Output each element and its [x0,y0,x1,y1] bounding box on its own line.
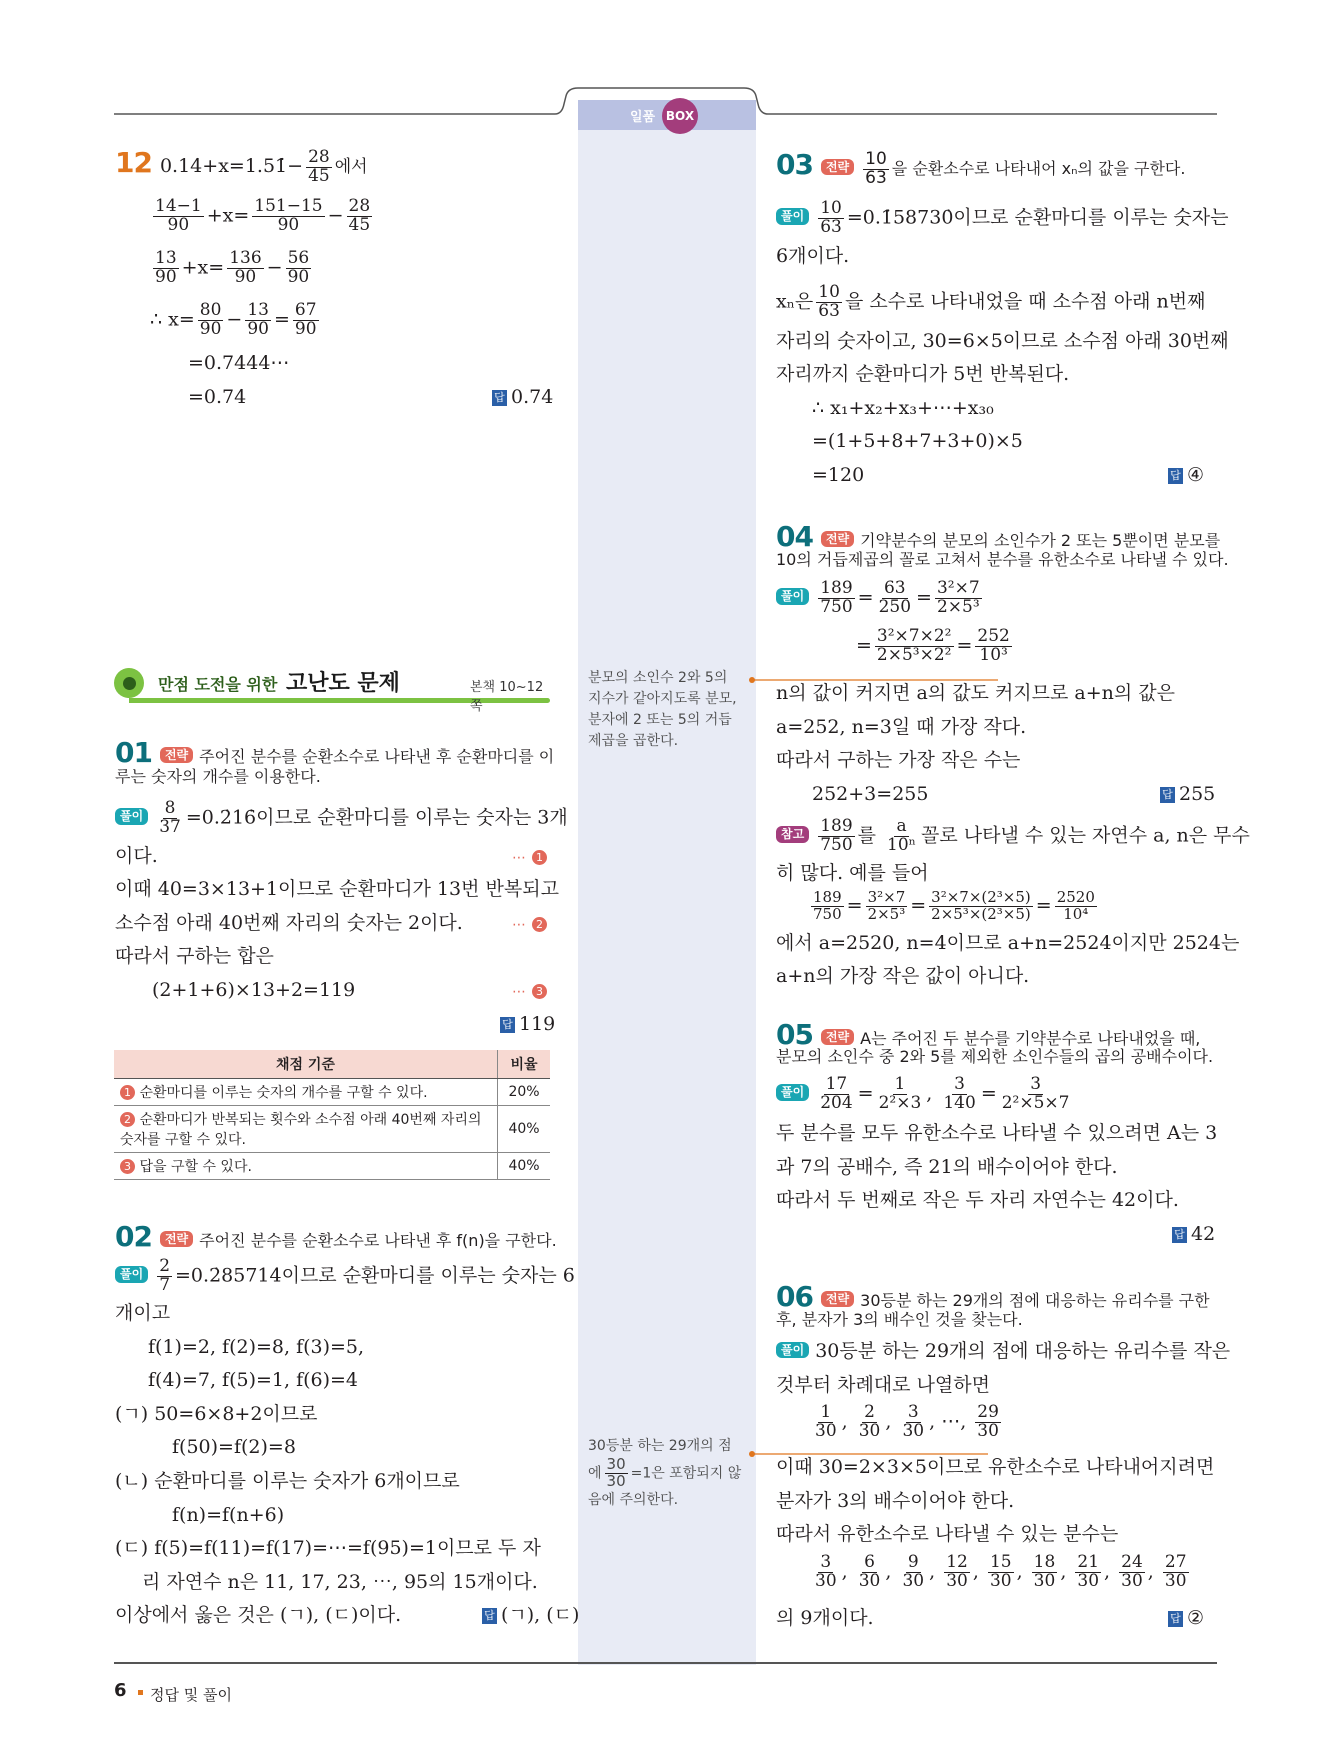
p02-sol4: f(4)=7, f(5)=1, f(6)=4 [148,1369,359,1391]
p03-strategy: 03 전략 $\frac{10}{63}$ 을 순환소수로 나타내어 xₙ의 값을 구한다. [776,148,1186,188]
p05-answer: 답 42 [1172,1223,1215,1246]
p03-sol7: =(1+5+8+7+3+0)×5 [812,430,1023,452]
p04-strategy-2: 10의 거듭제곱의 꼴로 고쳐서 분수를 유한소수로 나타낼 수 있다. [776,550,1229,569]
p03-sol3: xₙ은 $\frac{10}{63}$ 을 소수로 나타내었을 때 소수점 아래 n번째 [776,282,1206,321]
p06-strategy-2: 후, 분자가 3의 배수인 것을 찾는다. [776,1310,1023,1329]
footer-dot-icon [138,1690,143,1695]
p12-line2: $\frac{14-1}{90}$ +x= $\frac{151-15}{90}$ − $\frac{28}{45}$ [155,196,371,235]
p03-sol5: 자리까지 순환마디가 5번 반복된다. [776,363,1070,385]
p06-sol7: $\frac{3}{30}$ , $\frac{6}{30}$ , $\frac{9}{30}$ , $\frac{12}{30}$ , $\frac{15}{30}$ , $\frac{18}{30}$ , $\frac{21}{30}$ , $\frac{24}{30}$ , $\frac{27}{30}$ [815,1552,1187,1591]
side-note-2: 30등분 하는 29개의 점 에 $\frac{30}{30}$ =1은 포함되지 않 음에 주의한다. [588,1438,742,1508]
p06-sol4: 이때 30=2×3×5이므로 유한소수로 나타내어지려면 [776,1456,1215,1478]
p04-note3: $\frac{189}{750}$ = $\frac{\text{3²×7}}{\text{2×5³}}$ = $\frac{\text{3²×7×(2³×5)}}{\text{2×5³×(2³×5)}}$ = $\frac{2520}{\text{10⁴}}$ [813,888,1095,923]
p01-sol4: 소수점 아래 40번째 자리의 숫자는 2이다. [115,912,463,934]
section-header [114,666,550,714]
section-title: 고난도 문제 [286,671,400,696]
p05-sol2: 두 분수를 모두 유한소수로 나타낼 수 있으려면 A는 3 [776,1122,1218,1144]
p01-sol6: (2+1+6)×13+2=119 [152,979,356,1001]
p02-sol3: f(1)=2, f(2)=8, f(3)=5, [148,1336,365,1358]
p12-line4: ∴ x= $\frac{80}{90}$ − $\frac{13}{90}$ = $\frac{67}{90}$ [150,300,317,339]
p02-strategy: 02 전략 주어진 분수를 순환소수로 나타낸 후 f(n)을 구한다. [115,1220,557,1253]
box-badge: BOX [662,98,698,134]
p04-answer: 답 255 [1160,783,1215,806]
p04-note5: a+n의 가장 작은 값이 아니다. [776,965,1030,987]
p01-sol5: 따라서 구하는 합은 [115,945,274,967]
p02-sol7: (ㄴ) 순환마디를 이루는 숫자가 6개이므로 [115,1470,460,1492]
p05-sol3: 과 7의 공배수, 즉 21의 배수이어야 한다. [776,1156,1118,1178]
p12-line5: =0.7444⋯ [188,352,290,374]
p12-line1: 12 0.14̇+x=1.51̇− $\frac{28}{45}$ 에서 [115,146,368,186]
p06-sol5: 분자가 3의 배수이어야 한다. [776,1490,1015,1512]
p04-sol1: 풀이 $\frac{189}{750}$ = $\frac{63}{250}$ = $\frac{\text{3²×7}}{\text{2×5³}}$ [776,580,985,617]
side-note-1: 분모의 소인수 2와 5의 지수가 같아지도록 분모, 분자에 2 또는 5의 거듭 제곱을 곱한다. [588,670,737,749]
p02-sol2: 개이고 [115,1302,171,1324]
p02-sol5: (ㄱ) 50=6×8+2이므로 [115,1403,318,1425]
p04-sol6: 252+3=255 [812,783,929,805]
table-row: 2 순환마디가 반복되는 횟수와 소수점 아래 40번째 자리의 숫자를 구할 수 있다. 40% [114,1106,550,1153]
page-number: 6 [114,1680,127,1701]
p12-line6: =0.74̇ [188,386,247,408]
answer-icon: 답 [1168,1611,1183,1627]
table-header: 채점 기준 비율 [114,1050,550,1079]
p01-sol3: 이때 40=3×13+1이므로 순환마디가 13번 반복되고 [115,878,559,900]
box-column [578,100,756,1665]
p02-answer: 답 (ㄱ), (ㄷ) [482,1604,579,1627]
p06-sol8: 의 9개이다. [776,1607,874,1629]
scoring-table [114,1050,550,1180]
p06-sol6: 따라서 유한소수로 나타낼 수 있는 분수는 [776,1523,1119,1545]
answer-icon: 답 [482,1608,497,1624]
p03-sol6: ∴ x₁+x₂+x₃+⋯+x₃₀ [812,397,994,419]
answer-icon: 답 [500,1017,515,1033]
p01-mark3: ⋯ 3 [512,979,547,1002]
answer-icon: 답 [1172,1227,1187,1243]
p06-answer: 답 ② [1168,1607,1204,1630]
p06-sol1: 풀이 30등분 하는 29개의 점에 대응하는 유리수를 작은 [776,1340,1230,1363]
p03-sol8: =120 [812,464,865,486]
p12-line3: $\frac{13}{90}$ +x= $\frac{136}{90}$ − $\frac{56}{90}$ [155,248,310,287]
table-row: 1 순환마디를 이루는 숫자의 개수를 구할 수 있다. 20% [114,1079,550,1106]
p02-sol9: (ㄷ) f(5)=f(11)=f(17)=⋯=f(95)=1이므로 두 자 [115,1537,541,1559]
p02-sol8: f(n)=f(n+6) [172,1504,285,1526]
box-label: 일품 [630,110,656,125]
footer-rule [114,1662,1217,1664]
p01-mark1: ⋯ 1 [512,845,547,868]
p04-sol2: = $\frac{\text{3²×7×2²}}{\text{2×5³×2²}}$ = $\frac{252}{\text{10³}}$ [856,626,1010,665]
p03-number: 03 [776,148,813,181]
table-row: 3 답을 구할 수 있다. 40% [114,1153,550,1180]
section-ref: 본책 10~12쪽 [470,680,544,714]
section-title-small: 만점 도전을 위한 [158,675,278,694]
p05-number: 05 [776,1018,813,1051]
p01-strategy: 01 전략 주어진 분수를 순환소수로 나타낸 후 순환마디를 이 [115,736,555,769]
p02-sol10: 리 자연수 n은 11, 17, 23, ⋯, 95의 15개이다. [142,1571,538,1593]
p04-number: 04 [776,520,813,553]
p04-note4: 에서 a=2520, n=4이므로 a+n=2524이지만 2524는 [776,932,1240,954]
p01-sol1: 풀이 $\frac{8}{37}$ =0.2̇16̇이므로 순환마디를 이루는 숫자는 3개 [115,800,568,837]
p06-strategy: 06 전략 30등분 하는 29개의 점에 대응하는 유리수를 구한 [776,1280,1210,1313]
p06-sol2: 것부터 차례대로 나열하면 [776,1374,990,1396]
p05-sol4: 따라서 두 번째로 작은 두 자리 자연수는 42이다. [776,1189,1179,1211]
p06-sol3: $\frac{1}{30}$ , $\frac{2}{30}$ , $\frac{3}{30}$ , ⋯, $\frac{29}{30}$ [815,1402,999,1441]
p01-sol2: 이다. [115,845,158,867]
p03-sol2: 6개이다. [776,245,850,267]
p02-number: 02 [115,1220,152,1253]
p12-number: 12 [115,146,152,179]
p02-sol6: f(50)=f(2)=8 [172,1436,296,1458]
p03-sol1: 풀이 $\frac{10}{63}$ =0.1̇58730̇이므로 순환마디를 이루는 숫자는 [776,200,1228,237]
p04-note2: 히 많다. 예를 들어 [776,862,929,884]
p03-answer: 답 ④ [1168,464,1204,487]
answer-icon: 답 [1168,468,1183,484]
p04-sol3: n의 값이 커지면 a의 값도 커지므로 a+n의 값은 [776,682,1175,704]
p05-strategy-2: 분모의 소인수 중 2와 5를 제외한 소인수들의 곱의 공배수이다. [776,1047,1214,1066]
p03-sol4: 자리의 숫자이고, 30=6×5이므로 소수점 아래 30번째 [776,330,1229,352]
p01-strategy-2: 루는 숫자의 개수를 이용한다. [115,767,321,786]
p04-sol5: 따라서 구하는 가장 작은 수는 [776,749,1021,771]
p04-note1: 참고 $\frac{189}{750}$ 를 $\frac{a}{\text{10ⁿ}}$ 꼴로 나타낼 수 있는 자연수 a, n은 무수 [776,818,1250,855]
p02-sol11: 이상에서 옳은 것은 (ㄱ), (ㄷ)이다. [115,1604,402,1626]
answer-icon: 답 [1160,787,1175,803]
p06-number: 06 [776,1280,813,1313]
answer-icon: 답 [492,390,507,406]
p01-mark2: ⋯ 2 [512,912,547,935]
footer-title: 정답 및 풀이 [150,1686,232,1704]
p05-sol1: 풀이 $\frac{17}{204}$ = $\frac{1}{\text{2²×3}}$ , $\frac{3}{140}$ = $\frac{3}{\text{2²×5×7}}$ [776,1076,1075,1113]
p04-sol4: a=252, n=3일 때 가장 작다. [776,716,1027,738]
p01-answer: 답 119 [500,1013,555,1036]
p12-answer: 답 0.74̇ [492,386,553,409]
p05-strategy: 05 전략 A는 주어진 두 분수를 기약분수로 나타내었을 때, [776,1018,1201,1051]
p01-number: 01 [115,736,152,769]
p04-strategy: 04 전략 기약분수의 분모의 소인수가 2 또는 5뿐이면 분모를 [776,520,1221,553]
p02-sol1: 풀이 $\frac{2}{7}$ =0.2̇85714̇이므로 순환마디를 이루는 숫자는 6 [115,1258,575,1295]
